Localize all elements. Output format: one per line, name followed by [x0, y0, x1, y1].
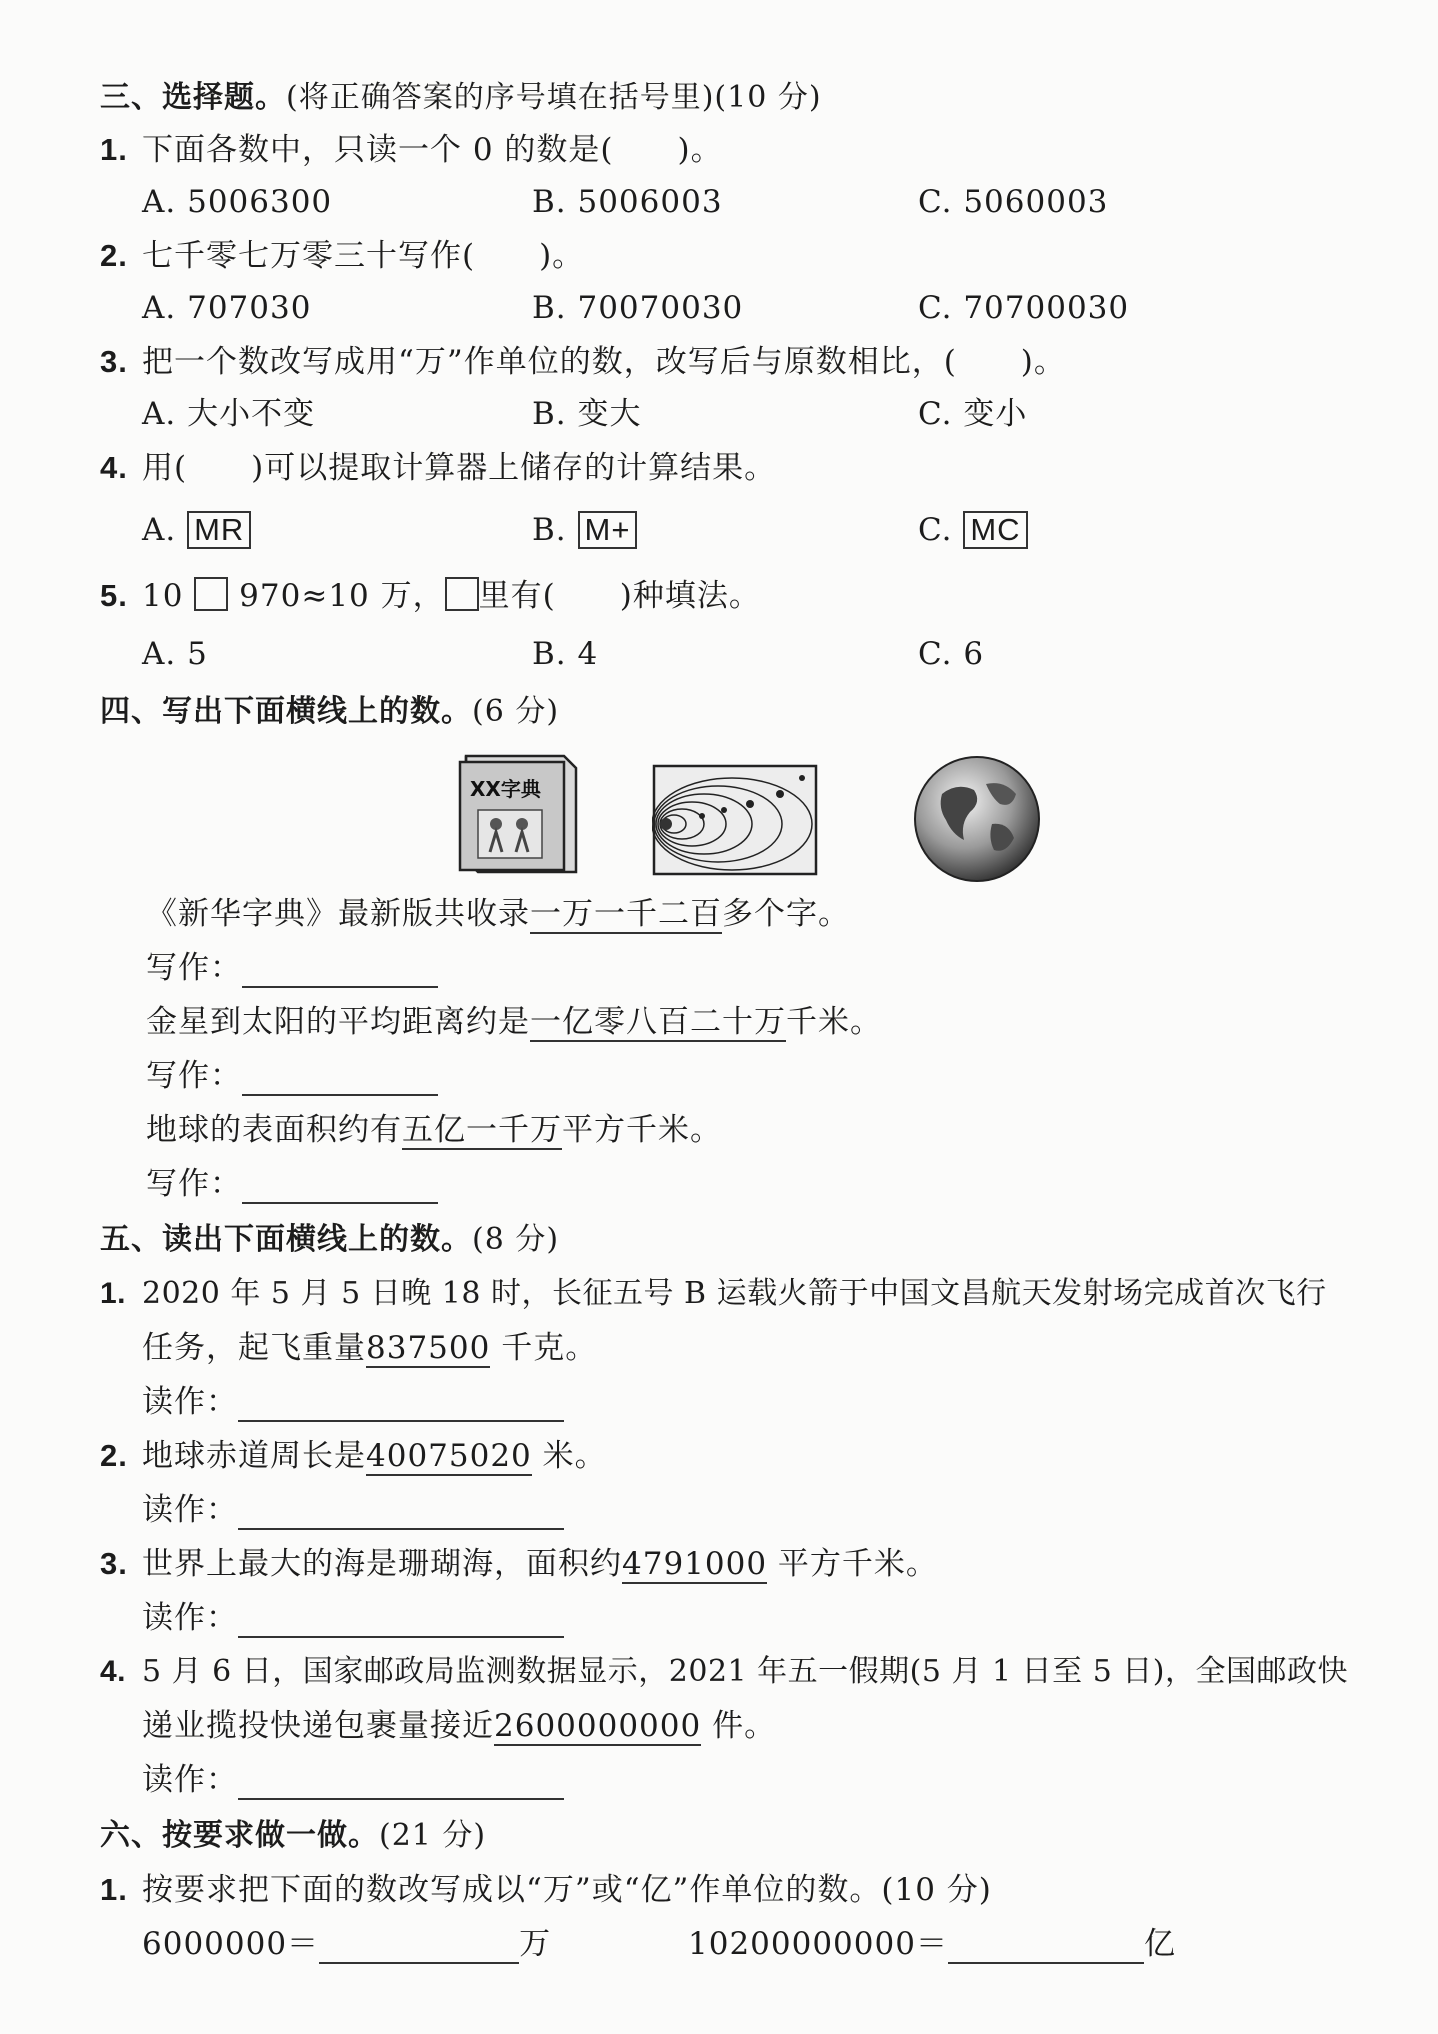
- question-text: 地球赤道周长是: [142, 1438, 366, 1474]
- question-3-5: [100, 576, 761, 616]
- section-3-heading: [100, 78, 822, 118]
- question-number: 2.: [100, 1438, 128, 1473]
- section-4-heading: [100, 692, 559, 732]
- s4-item-2: [146, 1002, 882, 1042]
- dictionary-image: [452, 752, 580, 876]
- question-number: 4.: [100, 450, 128, 485]
- s4-item-1: [146, 894, 850, 934]
- question-number: 1.: [100, 1277, 127, 1310]
- question-text: 千克。: [490, 1330, 598, 1366]
- sentence-text: 多个字。: [722, 896, 850, 932]
- question-number: 1.: [100, 1872, 128, 1907]
- question-text: 递业揽投快递包裹量接近: [142, 1708, 494, 1744]
- option-b[interactable]: [532, 510, 637, 550]
- s6-conversion-2: [688, 1924, 1176, 1964]
- underlined-number: 一亿零八百二十万: [530, 1004, 786, 1040]
- s4-item-3: [146, 1110, 722, 1150]
- write-label: 写作：: [146, 950, 242, 986]
- option-letter: A.: [142, 512, 188, 548]
- section-3-note: (将正确答案的序号填在括号里)(10 分): [286, 80, 822, 115]
- question-text: 件。: [701, 1708, 777, 1744]
- underlined-number: 2600000000: [494, 1708, 702, 1744]
- question-text-part: 10: [142, 578, 184, 614]
- sentence-text: 金星到太阳的平均距离约是: [146, 1004, 530, 1040]
- section-6-title: 六、按要求做一做。: [100, 1818, 379, 1853]
- option-a[interactable]: A. 5006300: [142, 184, 333, 220]
- section-3-title: 三、选择题。: [100, 80, 286, 115]
- s5-q1-read: [142, 1382, 564, 1422]
- sentence-text: 平方千米。: [562, 1112, 722, 1148]
- question-text: 米。: [531, 1438, 607, 1474]
- section-6-note: (21 分): [379, 1818, 487, 1853]
- s6-conversion-1: [142, 1924, 551, 1964]
- s4-write-3: [146, 1164, 438, 1204]
- unit-label: 亿: [1143, 1926, 1176, 1962]
- answer-blank[interactable]: [238, 1384, 564, 1422]
- question-3-1: [100, 130, 723, 170]
- question-text-part: 970≈10 万，: [239, 578, 445, 614]
- question-text: 把一个数改写成用“万”作单位的数，改写后与原数相比，( )。: [142, 344, 1066, 380]
- conversion-expression: 10200000000＝: [688, 1926, 948, 1962]
- underlined-number: 五亿一千万: [402, 1112, 562, 1148]
- question-number: 4.: [100, 1655, 127, 1688]
- underlined-number: 一万一千二百: [530, 896, 722, 932]
- read-label: 读作：: [142, 1492, 238, 1528]
- s4-write-2: [146, 1056, 438, 1096]
- question-text: 任务，起飞重量: [142, 1330, 366, 1366]
- underlined-number: 4791000: [622, 1546, 768, 1582]
- s5-q3-read: [142, 1598, 564, 1638]
- write-label: 写作：: [146, 1166, 242, 1202]
- option-b[interactable]: B. 70070030: [532, 290, 744, 326]
- s5-q2: [100, 1436, 607, 1476]
- question-text: 平方千米。: [767, 1546, 938, 1582]
- s5-q4-line1: [100, 1652, 1348, 1692]
- s5-q4-read: [142, 1760, 564, 1800]
- answer-blank[interactable]: [242, 1058, 438, 1096]
- read-label: 读作：: [142, 1384, 238, 1420]
- option-letter: B.: [532, 512, 578, 548]
- answer-blank[interactable]: [238, 1600, 564, 1638]
- question-number: 5.: [100, 578, 128, 613]
- question-number: 3.: [100, 344, 128, 379]
- option-b[interactable]: B. 4: [532, 636, 599, 672]
- s5-q3: [100, 1544, 938, 1584]
- digit-box: [445, 577, 479, 611]
- option-b[interactable]: B. 变大: [532, 396, 642, 432]
- write-label: 写作：: [146, 1058, 242, 1094]
- dictionary-title: XX字典: [470, 777, 541, 801]
- option-a[interactable]: A. 707030: [142, 290, 312, 326]
- underlined-number: 837500: [366, 1330, 491, 1366]
- section-4-title: 四、写出下面横线上的数。: [100, 694, 472, 729]
- option-c[interactable]: C. 5060003: [918, 184, 1109, 220]
- section-5-note: (8 分): [472, 1222, 560, 1257]
- option-a[interactable]: [142, 510, 251, 550]
- s5-q4-line2: [142, 1706, 776, 1746]
- globe-image: [912, 754, 1042, 884]
- calculator-key-mr: MR: [187, 511, 251, 549]
- option-c[interactable]: [918, 510, 1028, 550]
- sentence-text: 千米。: [786, 1004, 882, 1040]
- s6-q1: [100, 1870, 992, 1910]
- read-label: 读作：: [142, 1762, 238, 1798]
- question-text: 世界上最大的海是珊瑚海，面积约: [142, 1546, 622, 1582]
- sentence-text: 《新华字典》最新版共收录: [146, 896, 530, 932]
- read-label: 读作：: [142, 1600, 238, 1636]
- section-5-heading: [100, 1220, 559, 1260]
- question-3-2: [100, 236, 584, 276]
- answer-blank[interactable]: [238, 1762, 564, 1800]
- option-c[interactable]: C. 6: [918, 636, 985, 672]
- question-text: 5 月 6 日，国家邮政局监测数据显示，2021 年五一假期(5 月 1 日至 5 日)，全国邮政快: [142, 1654, 1349, 1689]
- question-number: 3.: [100, 1546, 128, 1581]
- option-a[interactable]: A. 5: [142, 636, 208, 672]
- s4-write-1: [146, 948, 438, 988]
- question-number: 1.: [100, 132, 128, 167]
- solar-system-diagram: [652, 764, 818, 876]
- answer-blank[interactable]: [948, 1926, 1144, 1964]
- answer-blank[interactable]: [242, 1166, 438, 1204]
- question-3-4: [100, 448, 776, 488]
- section-5-title: 五、读出下面横线上的数。: [100, 1222, 472, 1257]
- s5-q1-line2: [142, 1328, 597, 1368]
- answer-blank[interactable]: [242, 950, 438, 988]
- question-text: 七千零七万零三十写作( )。: [142, 238, 585, 274]
- question-number: 2.: [100, 238, 128, 273]
- digit-box: [194, 577, 228, 611]
- option-letter: C.: [918, 512, 964, 548]
- section-6-heading: [100, 1816, 486, 1856]
- question-text-part: 里有( )种填法。: [478, 578, 761, 614]
- s5-q2-read: [142, 1490, 564, 1530]
- s5-q1-line1: [100, 1274, 1327, 1314]
- calculator-key-mc: MC: [963, 511, 1027, 549]
- conversion-expression: 6000000＝: [142, 1926, 320, 1962]
- option-c[interactable]: C. 70700030: [918, 290, 1130, 326]
- question-3-3: [100, 342, 1066, 382]
- unit-label: 万: [519, 1926, 552, 1962]
- sentence-text: 地球的表面积约有: [146, 1112, 402, 1148]
- question-text: 用( )可以提取计算器上储存的计算结果。: [142, 450, 777, 486]
- answer-blank[interactable]: [319, 1926, 519, 1964]
- question-text: 2020 年 5 月 5 日晚 18 时，长征五号 B 运载火箭于中国文昌航天发射场完成首次飞行: [142, 1276, 1327, 1311]
- answer-blank[interactable]: [238, 1492, 564, 1530]
- option-a[interactable]: A. 大小不变: [142, 396, 316, 432]
- option-c[interactable]: C. 变小: [918, 396, 1028, 432]
- calculator-key-m-plus: M+: [578, 511, 638, 549]
- question-text: 按要求把下面的数改写成以“万”或“亿”作单位的数。(10 分): [142, 1872, 992, 1908]
- underlined-number: 40075020: [366, 1438, 532, 1474]
- question-text: 下面各数中，只读一个 0 的数是( )。: [142, 132, 723, 168]
- option-b[interactable]: B. 5006003: [532, 184, 723, 220]
- section-4-note: (6 分): [472, 694, 560, 729]
